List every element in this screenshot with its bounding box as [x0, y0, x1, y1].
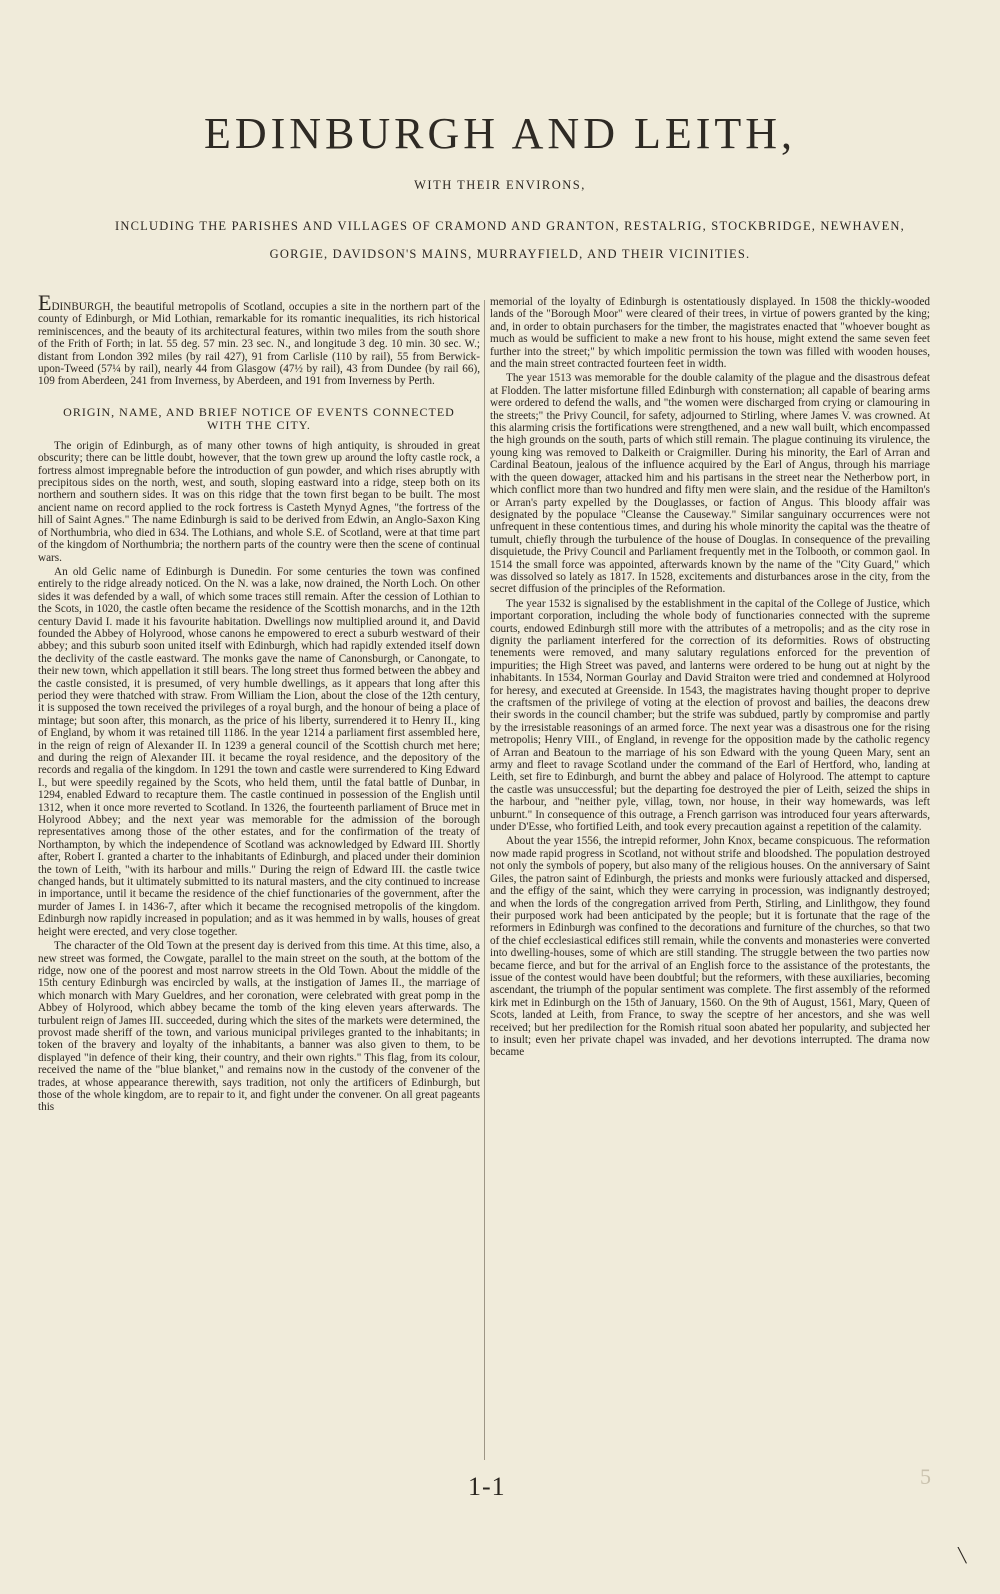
- page-title: EDINBURGH AND LEITH,: [203, 109, 797, 158]
- paragraph: The origin of Edinburgh, as of many other towns of high antiquity, is shrouded in great obscurity; there can be little doubt, however, that the town grew up around the lofty castle rock, a fortress almost impregnable before the introduction of gun powder, and which rises abruptly with precipitous sides on the north, west, and south, sloping eastward into a ridge, steep both on its northern and southern sides. It was on this ridge that the town first began to be built. The most ancient name on record applied to the rock fortress is Casteth Mynyd Agnes, "the fortress of the hill of Saint Agnes." The name Edinburgh is said to be derived from Edwin, an Anglo-Saxon King of Northumbria, who died in 634. The Lothians, and whole S.E. of Scotland, were at that time part of the kingdom of Northumbria; the northern parts of the country were then the scene of continual wars.: [38, 439, 480, 564]
- drop-cap: E: [38, 290, 52, 315]
- paragraph: The year 1532 is signalised by the establishment in the capital of the College of Justice, which important corporation, including the whole body of functionaries connected with the supreme courts, endowed Edinburgh still more with the attributes of a metropolis; and as the city rose in dignity the parliament interfered for the correction of its deformities. Rows of obstructing tenements were removed, and many salutary regulations enforced for the prevention of impurities; the High Street was paved, and lanterns were ordered to be hung out at night by the inhabitants. In 1534, Norman Gourlay and David Straiton were tried and condemned at Holyrood for heresy, and executed at Greenside. In 1543, the magistrates having thought proper to deprive the craftsmen of the privilege of voting at the election of provost and bailies, the deacons drew their swords in the council chamber; but the strife was subdued, partly by compromise and partly by the irresistable reasonings of an armed force. The next year was a disastrous one for the rising metropolis; Henry VIII., of England, in revenge for the opposition made by the catholic regency of Arran and Beatoun to the marriage of his son Edward with the young Queen Mary, sent an army and fleet to ravage Scotland under the command of the Earl of Hertford, who, landing at Leith, set fire to Edinburgh, and burnt the abbey and palace of Holyrood. The attempt to capture the castle was unsuccessful; but the departing foe destroyed the pier of Leith, seized the ships in the harbour, and "neither pyle, villag, town, nor house, in their way homewards, was left unburnt." In consequence of this outrage, a French garrison was introduced four years afterwards, under D'Esse, who fortified Leith, and took every precaution against a repetition of the calamity.: [490, 597, 930, 834]
- left-column: [38, 290, 480, 1116]
- corner-mark-icon: ╲: [958, 1549, 967, 1564]
- paragraph: About the year 1556, the intrepid reformer, John Knox, became conspicuous. The reformation now made rapid progress in Scotland, not without strife and bloodshed. The population destroyed not only the symbols of popery, but also many of the religious houses. On the anniversary of Saint Giles, the patron saint of Edinburgh, the priests and monks were furiously attacked and dispersed, and the effigy of the saint, which they were carrying in procession, was indignantly destroyed; and when the lords of the congregation arrived from Perth, Stirling, and Linlithgow, they found their purposed work had been anticipated by the people; but it is fortunate that the rage of the reformers in Edinburgh was confined to the decorations and furniture of the churches, so that two of the chief ecclesiastical edifices still remain, while the convents and monasteries were converted into dwelling-houses, some of which are still standing. The struggle between the two parties now became fierce, and but for the arrival of an English force to the assistance of the protestants, the issue of the contest would have been doubtful; but the reformers, with these auxiliaries, becoming ascendant, the triumph of the popular sentiment was complete. The first assembly of the reformed kirk met in Edinburgh on the 15th of January, 1560. On the 9th of August, 1561, Mary, Queen of Scots, landed at Leith, from France, to sway the sceptre of her ancestors, and she was well received; but her predilection for the Romish ritual soon abated her popularity, and subjected her to insult; even her private chapel was invaded, and her devotions interrupted. The drama now became: [490, 835, 930, 1059]
- parishes-line-2: GORGIE, DAVIDSON'S MAINS, MURRAYFIELD, AND THEIR VICINITIES.: [269, 247, 751, 261]
- paragraph: The year 1513 was memorable for the double calamity of the plague and the disastrous defeat at Flodden. The latter misfortune filled Edinburgh with consternation; all capable of bearing arms were ordered to defend the walls, and "the women were discharged from crying or clamouring in the streets;" the Privy Council, for safety, adjourned to Stirling, where James V. was crowned. At this alarming crisis the fortifications were strengthened, and a new wall built, which encompassed the high grounds on the south, parts of which still remain. The plague continuing its virulence, the young king was removed to Dalkeith or Craigmiller. During his minority, the Earl of Arran and Cardinal Beatoun, jealous of the influence acquired by the Earl of Angus, through his marriage with the queen dowager, attacked him and his partisans in the street near the Netherbow port, in which conflict more than two hundred and fifty men were slain, and the residue of the Hamilton's or Arran's party expelled by the Douglasses, or faction of Angus. This bloody affair was designated by the populace "Cleanse the Causeway." Similar sanguinary occurrences were not unfrequent in these contentious times, and during his whole minority the capital was the theatre of tumult, chiefly through the turbulence of the house of Douglas. In consequence of the prevailing disquietude, the Privy Council and Parliament frequently met in the Tolbooth, or common gaol. In 1514 the small force was appointed, afterwards known by the name of the "City Guard," which was dissolved so lately as 1817. In 1528, excitements and disturbances arose in the city, from the secret diffusion of the principles of the Reformation.: [490, 372, 930, 596]
- paragraph: memorial of the loyalty of Edinburgh is ostentatiously displayed. In 1508 the thickly-wooded lands of the "Borough Moor" were cleared of their trees, in virtue of powers granted by the king; and, in order to obtain purchasers for the timber, the magistrates enacted that "whoever bought as much as would be sufficient to make a new front to his house, might extend the same seven feet further into the street;" by which impolitic permission the town was filled with wooden houses, and the main street contracted fourteen feet in width.: [490, 296, 930, 371]
- parishes-line: [30, 212, 990, 268]
- intro-text: DINBURGH, the beautiful metropolis of Scotland, occupies a site in the northern part of the county of Edinburgh, or Mid Lothian, remarkable for its romantic inequalities, its rich historical reminiscences, and the beauty of its architectural features, within two miles from the south shore of the Frith of Forth; in lat. 55 deg. 57 min. 23 sec. N., and longitude 3 deg. 10 min. 30 sec. W.; distant from London 392 miles (by rail 427), 91 from Carlisle (110 by rail), 55 from Berwick-upon-Tweed (57¼ by rail), nearly 44 from Glasgow (47½ by rail), 43 from Dundee (by rail 66), 109 from Aberdeen, 241 from Inverness, by Aberdeen, and 191 from Inverness by Perth.: [38, 301, 480, 388]
- page-number: 5: [920, 1464, 931, 1489]
- paragraph: An old Gelic name of Edinburgh is Dunedin. For some centuries the town was confined entirely to the ridge already noticed. On the N. was a lake, now drained, the North Loch. On other sides it was defended by a wall, of which some traces still remain. After the cession of Lothian to the Scots, in 1020, the castle often became the residence of the Scottish monarchs, and in the 12th century David I. made it his favourite habitation. Dwellings now multiplied around it, and David founded the Abbey of Holyrood, whose canons he empowered to erect a suburb westward of their abbey; and this suburb soon united itself with Edinburgh, which had rapidly extended itself down the declivity of the castle eastward. The monks gave the name of Canonsburgh, or Canongate, to their new town, which appellation it still bears. The long street thus formed between the abbey and the castle consisted, it is presumed, of very humble dwellings, as it appears that long after this period they were thatched with straw. From William the Lion, about the close of the 12th century, it is supposed the town received the privileges of a royal burgh, and the honour of being a place of mintage; but soon after, this monarch, as the price of his liberty, surrendered it to Henry II., king of England, by whom it was retained till 1186. In the year 1214 a parliament first assembled here, in the reign of reign of Alexander II. In 1239 a general council of the Scottish church met here; and during the reign of Alexander III. it became the royal residence, and the depository of the records and regalia of the kingdom. In 1291 the town and castle were surrendered to King Edward I., but were speedily regained by the Scots, who held them, until the fatal battle of Dunbar, in 1294, enabled Edward to recapture them. The castle continued in possession of the English until 1312, when it once more reverted to Scotland. In 1326, the fourteenth parliament of Bruce met in Holyrood Abbey; and the next year was memorable for the admission of the borough representatives among those of the other estates, and for the confirmation of the treaty of Northampton, by which the independence of Scotland was acknowledged by Edward III. Shortly after, Robert I. granted a charter to the inhabitants of Edinburgh, and placed under their dominion the town of Leith, "with its harbour and mills." During the reign of Edward III. the castle twice changed hands, but it ultimately submitted to its natural masters, and the city continued to increase in importance, until it became the residence of the chief functionaries of the government, after the murder of James I. in 1436-7, after which it became the recognised metropolis of the kingdom. Edinburgh now rapidly increased in population; and as it was hemmed in by walls, houses of great height were erected, and very close together.: [38, 565, 480, 938]
- page-subtitle: WITH THEIR ENVIRONS,: [414, 178, 586, 192]
- column-divider: [484, 300, 485, 1460]
- paragraph: The character of the Old Town at the present day is derived from this time. At this time, also, a new street was formed, the Cowgate, parallel to the main street on the south, at the bottom of the ridge, now one of the poorest and most narrow streets in the Old Town. About the middle of the 15th century Edinburgh was encircled by walls, at the instigation of James II., the marriage of which monarch with Mary Gueldres, and her coronation, were celebrated with great pomp in the Abbey of Holyrood, which abbey became the tomb of the king eleven years afterwards. The turbulent reign of James III. succeeded, during which the sites of the markets were determined, the provost made sheriff of the town, and various municipal privileges granted to the inhabitants; in token of the bravery and loyalty of the inhabitants, a banner was also given to them, to be displayed "in defence of their king, their country, and their own rights." This flag, from its colour, received the name of the "blue blanket," and remains now in the custody of the convener of the trades, at whose appearance therewith, says tradition, not only the artificers of Edinburgh, but those of the whole kingdom, are to repair to it, and fight under the convener. On all great pageants this: [38, 940, 480, 1114]
- section-heading: ORIGIN, NAME, AND BRIEF NOTICE OF EVENTS CONNECTED WITH THE CITY.: [63, 404, 455, 432]
- intro-paragraph: [38, 290, 480, 388]
- parishes-line-1: INCLUDING THE PARISHES AND VILLAGES OF CRAMOND AND GRANTON, RESTALRIG, STOCKBRIDGE, NEWHAVEN,: [115, 219, 905, 233]
- right-column: [490, 296, 930, 1061]
- folio-mark: 1-1: [468, 1472, 506, 1501]
